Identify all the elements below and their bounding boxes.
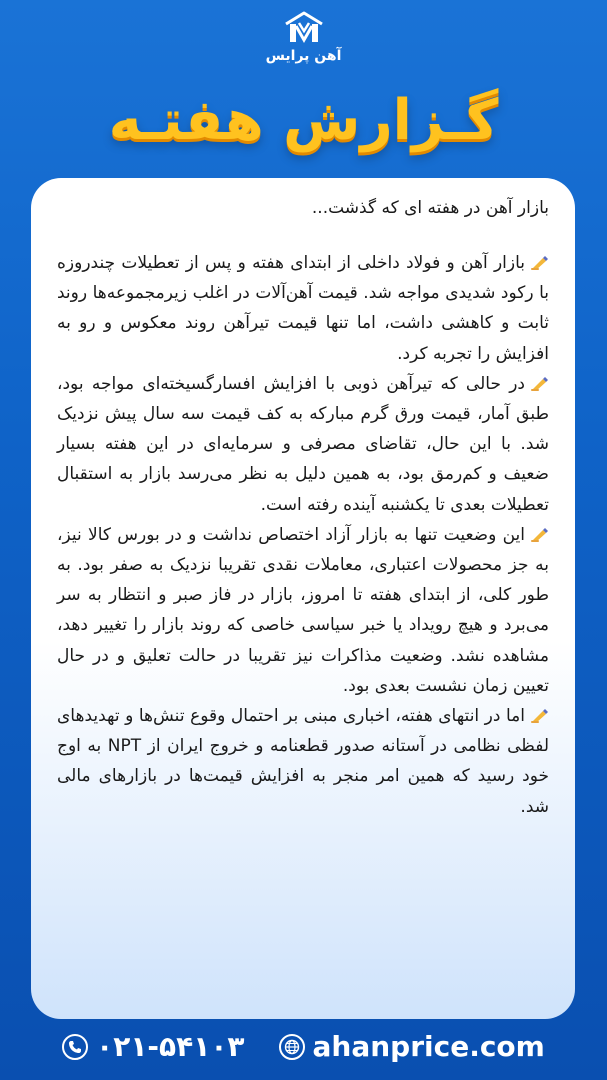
report-paragraph [57,701,549,822]
report-card [31,178,575,1019]
writing-hand-icon [531,526,549,542]
report-paragraph-text: این وضعیت تنها به بازار آزاد اختصاص نداشت و در بورس کالا نیز، به جز محصولات اعتباری، معاملات نقدی تقریبا نزدیک به صفر بود. به طور کلی، از ابتدای هفته تا امروز، بازار در فاز صبر و انتظار به سر می‌برد و هیچ رویداد یا خبر سیاسی خاصی که روند بازار را تغییر دهد، مشاهده نشد. وضعیت مذاکرات نیز تقریبا در حالت تعلیق و در حال تعیین زمان نشست بعدی بود. [57,524,549,696]
footer [0,1030,607,1063]
globe-icon [279,1034,305,1060]
report-paragraph [57,369,549,520]
phone-contact[interactable] [62,1030,244,1063]
brand-name: آهن پرایس [265,48,342,64]
report-paragraph [57,248,549,369]
phone-icon [62,1034,88,1060]
writing-hand-icon [531,254,549,270]
report-paragraph-text: در حالی که تیرآهن ذوبی با افزایش افسارگسیخته‌ای مواجه بود، طبق آمار، قیمت ورق گرم مبارکه به کف قیمت سه سال پیش نزدیک شد. با این حال، تقاضای مصرفی و سرمایه‌ای در این هفته بسیار ضعیف و کم‌رمق بود، به همین دلیل به نظر می‌رسد بازار به استقبال تعطیلات بعدی تا یکشنبه آینده رفته است. [57,373,549,515]
report-body [57,248,549,822]
report-paragraph [57,520,549,701]
writing-hand-icon [531,707,549,723]
report-paragraph-text: بازار آهن و فولاد داخلی از ابتدای هفته و پس از تعطیلات چندروزه با رکود شدیدی مواجه شد. قیمت آهن‌آلات در اغلب زیرمجموعه‌ها روند ثابت و کاهشی داشت، اما تنها قیمت تیرآهن روند معکوس و رو به افزایش را تجربه کرد. [57,253,549,364]
report-paragraph-text: اما در انتهای هفته، اخباری مبنی بر احتمال وقوع تنش‌ها و تهدیدهای لفظی نظامی در آستانه صدور قطعنامه و خروج ایران از NPT به اوج خود رسید که همین امر منجر به افزایش قیمت‌ها در بازارهای مالی شد. [57,706,549,817]
writing-hand-icon [531,375,549,391]
website-url: ahanprice.com [312,1030,545,1063]
report-heading: بازار آهن در هفته ای که گذشت... [311,198,549,218]
phone-number: ۰۲۱-۵۴۱۰۳ [96,1030,245,1063]
brand-logo [0,10,607,64]
brand-logo-icon [282,10,326,44]
page-title: گـزارش هفتـه [108,88,499,153]
website-link[interactable] [279,1030,545,1063]
